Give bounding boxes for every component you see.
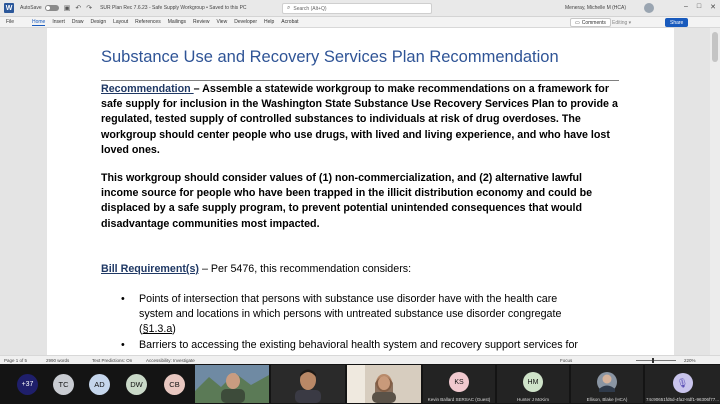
- bill-requirement-paragraph: [101, 262, 411, 277]
- page-count[interactable]: Page 1 of 5: [4, 358, 28, 363]
- recommendation-lead: Recommendation: [101, 83, 194, 95]
- avatar: [449, 372, 469, 392]
- bill-requirement-lead: Bill Requirement(s): [101, 263, 199, 275]
- editing-label: Editing: [612, 19, 628, 26]
- avatar[interactable]: [126, 374, 147, 395]
- bullet-1-citation-line: [139, 322, 176, 337]
- paragraph-line: [101, 82, 618, 97]
- participant-video: [271, 365, 345, 403]
- participant-initials: KS: [454, 378, 464, 386]
- zoom-slider[interactable]: [636, 360, 676, 361]
- participant-initials: HM: [527, 378, 539, 386]
- share-button[interactable]: [665, 18, 688, 27]
- tab-file[interactable]: File: [6, 19, 15, 25]
- focus-mode[interactable]: Focus: [560, 358, 573, 363]
- search-placeholder: Search (Alt+Q): [293, 5, 327, 12]
- citation-link[interactable]: §1.3.a: [142, 323, 173, 336]
- ribbon-tabs: [0, 17, 720, 28]
- video-tile[interactable]: [271, 365, 345, 403]
- vertical-scrollbar[interactable]: [710, 28, 720, 355]
- title-bar: [0, 0, 720, 17]
- editing-mode-button[interactable]: [608, 18, 635, 27]
- values-line-2: income source for people who have been trapped in the illicit distribution economy and could be: [101, 187, 593, 200]
- comments-label: Comments: [581, 19, 606, 26]
- tab-design[interactable]: Design: [90, 18, 107, 25]
- autosave-label: AutoSave: [20, 5, 42, 11]
- avatar[interactable]: [53, 374, 74, 395]
- participant-initials: CB: [169, 380, 180, 389]
- bullet-1-line-1: Points of intersection that persons with substance use disorder have with the health care: [139, 293, 558, 305]
- participant-name: Hunter J McKim: [516, 397, 549, 402]
- avatar: [571, 365, 643, 395]
- tab-mailings[interactable]: Mailings: [167, 18, 187, 25]
- video-tile[interactable]: [195, 365, 269, 403]
- recommendation-paragraph: [101, 82, 618, 158]
- participant-name: 74c90651fd5d-4fa2-8df1-96306f77...: [645, 397, 720, 402]
- ribbon-tab-list: [32, 19, 299, 26]
- values-line-3: displaced by a safe supply program, to prevent potential unintended consequences that would: [101, 202, 583, 215]
- participant-initials: TC: [58, 380, 69, 389]
- recommendation-line-1: – Assemble a statewide workgroup to make recommendations on a framework for: [193, 83, 609, 95]
- avatar[interactable]: [89, 374, 110, 395]
- tab-help[interactable]: Help: [264, 18, 275, 25]
- recommendation-line-4: workgroup should center people who use drugs, with lived and living experience, and who have lost: [101, 128, 610, 141]
- participant-video: [195, 365, 269, 403]
- close-icon[interactable]: ✕: [710, 4, 716, 11]
- comments-button[interactable]: [570, 18, 611, 27]
- bullet-icon: •: [121, 293, 125, 305]
- user-avatar[interactable]: [644, 3, 654, 13]
- more-participants-count: +37: [21, 381, 34, 388]
- redo-icon[interactable]: ↷: [86, 5, 93, 12]
- status-bar: [0, 355, 720, 364]
- search-icon: ⌕: [287, 5, 291, 11]
- document-title: SUR Plan Rec 7.6.23 - Safe Supply Workgroup • Saved to this PC: [100, 5, 247, 11]
- citation-open-paren: (: [139, 323, 143, 336]
- participant-video: [347, 365, 421, 403]
- participant-initials: DW: [130, 380, 143, 389]
- window-controls: [684, 3, 716, 11]
- microphone-icon: 🎙: [673, 373, 693, 393]
- tab-home[interactable]: Home: [32, 18, 46, 25]
- bullet-icon: •: [121, 338, 125, 351]
- scrollbar-thumb[interactable]: [712, 32, 718, 62]
- search-box[interactable]: [282, 3, 432, 14]
- bullet-2-line-1: Barriers to accessing the existing behavioral health system and recovery support services for: [139, 338, 578, 351]
- tab-references[interactable]: References: [135, 18, 161, 25]
- maximize-icon[interactable]: □: [696, 3, 702, 10]
- undo-icon[interactable]: ↶: [75, 5, 82, 12]
- more-participants-button[interactable]: [17, 374, 38, 395]
- video-tile[interactable]: [347, 365, 421, 403]
- recommendation-line-3: regulated, tested supply of controlled substances to individuals at risk of drug overdoses. The: [101, 113, 581, 126]
- participant-name: Ellison, Blake (HCA): [586, 397, 628, 402]
- tab-insert[interactable]: Insert: [52, 18, 65, 25]
- bullet-1-line-2: system and locations in which persons with untreated substance use disorder congregate: [139, 308, 562, 321]
- minimize-icon[interactable]: –: [683, 3, 688, 10]
- avatar[interactable]: [164, 374, 185, 395]
- document-heading: Substance Use and Recovery Services Plan Recommendation: [101, 48, 559, 66]
- word-count[interactable]: 2990 words: [46, 358, 70, 363]
- save-icon[interactable]: ▣: [63, 5, 71, 12]
- paragraph-line: [101, 262, 411, 277]
- video-tile[interactable]: [645, 365, 720, 403]
- tab-view[interactable]: View: [216, 18, 228, 25]
- chevron-down-icon: ▾: [627, 19, 632, 26]
- tab-acrobat[interactable]: Acrobat: [281, 18, 299, 25]
- zoom-level[interactable]: 220%: [684, 358, 696, 363]
- text-predictions-status[interactable]: Text Predictions: On: [92, 358, 133, 363]
- accessibility-status[interactable]: Accessibility: Investigate: [146, 358, 195, 363]
- word-logo-icon: W: [5, 4, 13, 12]
- user-name: Meneray, Michelle M (HCA): [565, 5, 627, 11]
- participant-initials: AD: [94, 380, 105, 389]
- recommendation-line-5: loved ones.: [101, 143, 160, 156]
- autosave-toggle[interactable]: [45, 5, 59, 11]
- values-line-4: disadvantage communities most impacted.: [101, 217, 320, 230]
- zoom-slider-knob[interactable]: [652, 358, 654, 363]
- video-tile[interactable]: [497, 365, 569, 403]
- tab-developer[interactable]: Developer: [234, 18, 257, 25]
- citation-close-paren: ): [172, 323, 176, 336]
- video-tile[interactable]: [423, 365, 495, 403]
- share-label: Share: [670, 19, 684, 26]
- recommendation-line-2: safe supply for inclusion in the Washington State Substance Use Recovery Services Plan to provide a: [101, 98, 618, 111]
- bill-requirement-text: – Per 5476, this recommendation considers:: [198, 263, 412, 275]
- avatar: [523, 372, 543, 392]
- comment-icon: ▭: [575, 19, 580, 26]
- tab-draw[interactable]: Draw: [71, 18, 84, 25]
- participant-name: Kevin Ballard SERSAC (Guest): [427, 397, 491, 402]
- values-paragraph: [101, 171, 592, 232]
- tab-review[interactable]: Review: [193, 18, 210, 25]
- heading-rule: [101, 80, 619, 81]
- video-tile[interactable]: [571, 365, 643, 403]
- values-line-1: This workgroup should consider values of (1) non-commercialization, and (2) alternative lawful: [101, 172, 583, 184]
- tab-layout[interactable]: Layout: [113, 18, 129, 25]
